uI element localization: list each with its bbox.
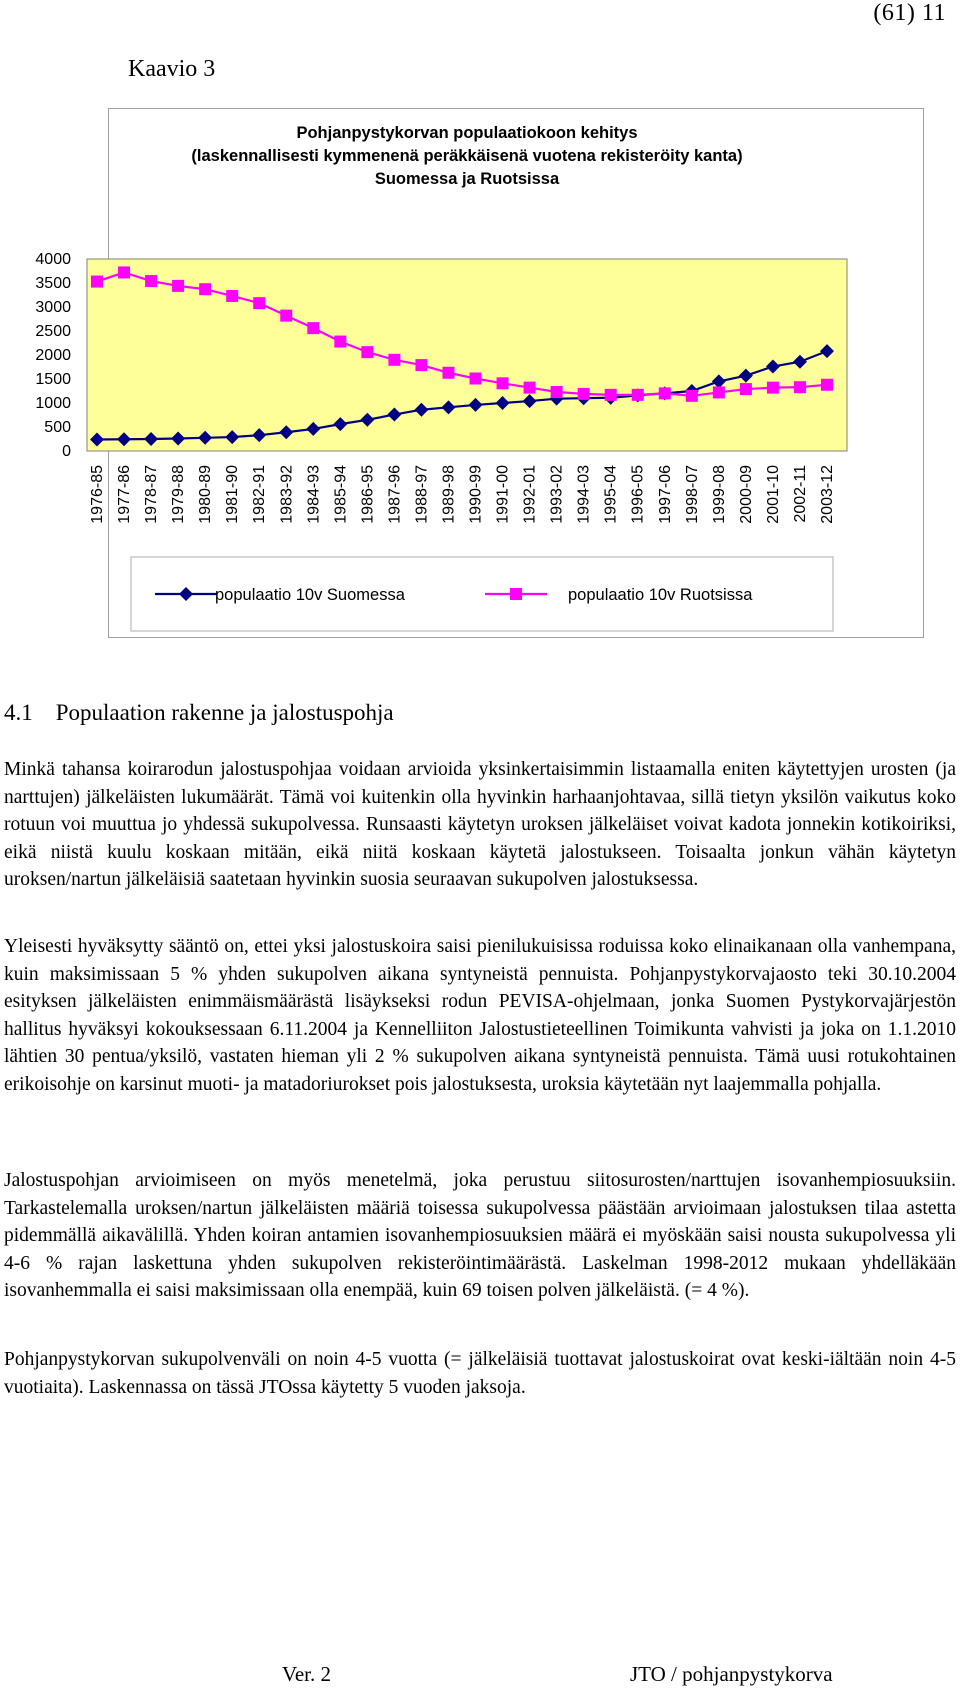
x-tick-label: 1994-03: [575, 464, 593, 524]
paragraph-4: Pohjanpystykorvan sukupolvenväli on noin 4-5 vuotta (= jälkeläisiä tuottavat jalostuskoirat ovat keski-iältään noin 4-5 vuotiaita). Laskennassa on tässä JTOssa käytetty 5 vuoden jaksoja.: [4, 1349, 956, 1398]
legend: [131, 557, 833, 631]
data-point-ruotsi: [713, 386, 725, 398]
data-point-ruotsi: [118, 266, 130, 278]
y-tick-label: 2500: [35, 323, 71, 340]
x-tick-label: 1998-07: [683, 465, 701, 524]
x-tick-label: 1978-87: [143, 465, 161, 524]
section-heading: 4.1 Populaation rakenne ja jalostuspohja: [4, 700, 394, 725]
data-point-ruotsi: [199, 283, 211, 295]
data-point-ruotsi: [145, 275, 157, 287]
y-tick-label: 0: [62, 443, 71, 460]
data-point-ruotsi: [632, 389, 644, 401]
data-point-ruotsi: [388, 354, 400, 366]
data-point-ruotsi: [361, 346, 373, 358]
data-point-ruotsi: [605, 389, 617, 401]
legend-label-suomi: populaatio 10v Suomessa: [215, 586, 405, 604]
x-tick-label: 2000-09: [737, 465, 755, 524]
y-tick-label: 3000: [35, 299, 71, 316]
footer-source: JTO / pohjanpystykorva: [630, 1662, 833, 1686]
figure-caption: Kaavio 3: [128, 56, 216, 82]
data-point-ruotsi: [794, 381, 806, 393]
data-point-ruotsi: [524, 382, 536, 394]
footer-version: Ver. 2: [282, 1662, 331, 1686]
y-tick-label: 2000: [35, 347, 71, 364]
data-point-ruotsi: [686, 390, 698, 402]
chart-title-line-1: Pohjanpystykorvan populaatiokoon kehitys: [296, 124, 638, 142]
data-point-ruotsi: [767, 382, 779, 394]
x-tick-label: 1977-86: [116, 465, 134, 524]
y-tick-label: 500: [44, 419, 71, 436]
data-point-ruotsi: [551, 386, 563, 398]
legend-marker-ruotsi: [510, 588, 522, 600]
paragraph-3: Jalostuspohjan arvioimiseen on myös menetelmä, joka perustuu siitosurosten/narttujen isovanhempiosuuksiin. Tarkastelemalla uroksen/nartun jälkeläisten määriä toisessa sukupolvessa päästään arvioimaan jalostuksen tilaa astetta pidemmällä aikavälillä. Yhden koiran antamien isovanhempiosuuksien määrä ei myöskään saisi nousta sukupolvessa yli 4-6 % rajan laskettuna yhden sukupolven rekisteröintimäärästä. Laskelman 1998-2012 mukaan yhdelläkään isovanhemmalla ei saisi maksimissaan olla enempää, kuin 69 toisen polven jälkeläistä. (= 4 %).: [4, 1170, 956, 1302]
x-tick-label: 1999-08: [710, 465, 728, 524]
x-tick-label: 1987-96: [386, 465, 404, 524]
paragraph-1: Minkä tahansa koirarodun jalostuspohjaa voidaan arvioida yksinkertaisimmin listaamalla eniten käytettyjen urosten (ja narttujen) jälkeläisten lukumäärät. Tämä voi kuitenkin olla hyvinkin harhaanjohtavaa, sillä tietyn yksilön vaikutus koko rotuun voi muuttua jo yhdessä sukupolvessa. Runsaasti käytetyn uroksen jälkeläiset voivat kadota jonnekin kotikoiriksi, eikä niistä kuulu koskaan mitään, eikä niitä koskaan käytetä jalostukseen. Toisaalta jonkun vähän käytetyn uroksen/nartun jälkeläisiä saatetaan hyvinkin suosia seuraavan sukupolven jalostuksessa.: [4, 759, 956, 891]
paragraph-2: Yleisesti hyväksytty sääntö on, ettei yksi jalostuskoira saisi pienilukuisissa roduissa koko elinaikanaan olla vanhempana, kuin maksimissaan 5 % yhden sukupolven aikana syntyneistä pennuista. Pohjanpystykorvajaosto teki 30.10.2004 esityksen jälkeläisten enimmäismäärästä lisäykseksi rodun PEVISA-ohjelmaan, jonka Suomen Pystykorvajärjestön hallitus hyväksyi kokouksessaan 6.11.2004 ja Kennelliiton Jalostustieteellinen Toimikunta vahvisti ja joka on 1.1.2010 lähtien 30 pentua/yksilö, vastaten hieman yli 2 % sukupolven aikana syntyneistä pennuista. Tämä uusi rotukohtainen erikoisohje on karsinut muoti- ja matadoriurokset pois jalostuksesta, uroksia käytetään nyt laajemmalla pohjalla.: [4, 936, 956, 1095]
line-chart: [35, 109, 925, 639]
data-point-ruotsi: [442, 367, 454, 379]
chart-container: [35, 108, 924, 638]
x-tick-label: 1992-01: [521, 465, 539, 524]
data-point-ruotsi: [497, 377, 509, 389]
y-tick-label: 3500: [35, 275, 71, 292]
x-tick-label: 1995-04: [602, 465, 620, 524]
data-point-ruotsi: [740, 383, 752, 395]
data-point-ruotsi: [280, 310, 292, 322]
x-tick-label: 1989-98: [440, 465, 458, 524]
x-tick-label: 1990-99: [467, 465, 485, 524]
page-number: (61) 11: [873, 0, 946, 26]
data-point-ruotsi: [578, 388, 590, 400]
data-point-ruotsi: [253, 297, 265, 309]
x-tick-label: 1979-88: [170, 465, 188, 524]
x-tick-label: 1991-00: [494, 465, 512, 524]
y-axis-ticks: [35, 251, 71, 460]
x-tick-label: 2002-11: [791, 465, 809, 523]
x-tick-label: 2001-10: [764, 465, 782, 524]
y-tick-label: 1000: [35, 395, 71, 412]
data-point-ruotsi: [470, 373, 482, 385]
x-tick-label: 1976-85: [89, 465, 106, 524]
x-tick-label: 1986-95: [359, 465, 377, 524]
x-tick-label: 1993-02: [548, 465, 566, 524]
x-tick-label: 1996-05: [629, 465, 647, 524]
legend-label-ruotsi: populaatio 10v Ruotsissa: [568, 586, 753, 604]
data-point-ruotsi: [334, 336, 346, 348]
chart-title: [191, 124, 742, 188]
x-tick-label: 1983-92: [278, 465, 296, 524]
x-tick-label: 2003-12: [819, 465, 836, 524]
x-tick-label: 1988-97: [413, 465, 431, 524]
data-point-ruotsi: [226, 290, 238, 302]
chart-title-line-2: (laskennallisesti kymmenenä peräkkäisenä vuotena rekisteröity kanta): [191, 147, 743, 165]
data-point-ruotsi: [91, 276, 103, 288]
x-tick-label: 1980-89: [197, 465, 215, 524]
x-tick-label: 1997-06: [656, 465, 674, 524]
x-tick-label: 1984-93: [305, 465, 323, 524]
x-axis-ticks: [89, 465, 836, 524]
data-point-ruotsi: [821, 379, 833, 391]
data-point-ruotsi: [415, 359, 427, 371]
data-point-ruotsi: [307, 322, 319, 334]
x-tick-label: 1982-91: [251, 465, 269, 524]
data-point-ruotsi: [172, 280, 184, 292]
y-tick-label: 4000: [35, 251, 71, 268]
data-point-ruotsi: [659, 387, 671, 399]
y-tick-label: 1500: [35, 371, 71, 388]
chart-title-line-3: Suomessa ja Ruotsissa: [374, 170, 560, 188]
x-tick-label: 1981-90: [224, 465, 242, 524]
x-tick-label: 1985-94: [332, 465, 350, 524]
